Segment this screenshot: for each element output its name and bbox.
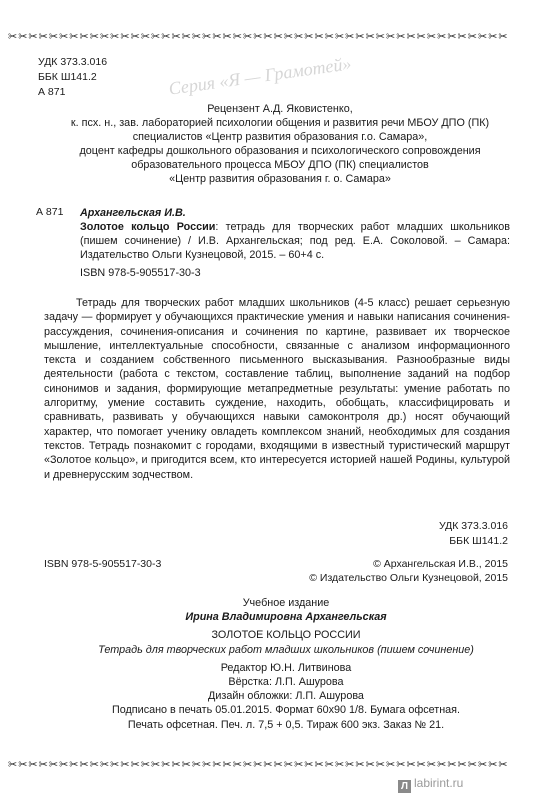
entry-author: Архангельская И.В. <box>80 207 186 219</box>
header-udk: УДК 373.3.016 <box>38 56 108 68</box>
copyright-author: © Архангельская И.В., 2015 <box>373 558 508 570</box>
imprint-cover: Дизайн обложки: Л.П. Ашурова <box>208 690 364 703</box>
imprint-subtitle: Тетрадь для творческих работ младших школьников (пишем сочинение) <box>98 643 474 656</box>
reviewer-line: образовательного процесса МБОУ ДПО (ПК) специалистов <box>131 159 429 171</box>
imprint-signed: Подписано в печать 05.01.2015. Формат 60х90 1/8. Бумага офсетная. <box>111 704 461 717</box>
bibliographic-entry <box>80 206 510 280</box>
reviewer-line: «Центр развития образования г. о. Самара» <box>169 173 391 185</box>
header-bbk: ББК Ш141.2 <box>38 71 97 83</box>
header-code: А 871 <box>38 86 66 98</box>
series-watermark: Серия «Я — Грамотей» <box>167 53 353 99</box>
entry-title: Золотое кольцо России <box>80 221 216 233</box>
imprint-editor: Редактор Ю.Н. Литвинова <box>220 661 352 674</box>
copyright-publisher: © Издательство Ольги Кузнецовой, 2015 <box>309 572 508 584</box>
entry-rest: : тетрадь для творческих работ младших школьников (пишем сочинение) / И.В. Архангельская; под ред. Е.А. Соколовой. – Самара: Издательство Ольги Кузнецовой, 2015. – 60+4 с. <box>80 221 510 261</box>
imprint-type: Учебное издание <box>242 597 330 609</box>
entry-code: А 871 <box>36 206 64 218</box>
reviewer-line: специалистов «Центр развития образования г.о. Самара», <box>132 131 428 143</box>
imprint-block <box>56 596 516 732</box>
footer-bbk: ББК Ш141.2 <box>449 535 508 547</box>
reviewer-block <box>70 102 490 186</box>
entry-isbn: ISBN 978-5-905517-30-3 <box>80 267 201 279</box>
site-watermark <box>398 776 463 793</box>
watermark-text: labirint.ru <box>414 776 464 790</box>
bottom-ornament-border: ✂✂✂✂✂✂✂✂✂✂✂✂✂✂✂✂✂✂✂✂✂✂✂✂✂✂✂✂✂✂✂✂✂✂✂✂✂✂✂✂✂✂✂✂✂✂✂✂✂ <box>8 758 509 771</box>
reviewer-line: к. псх. н., зав. лабораторией психологии общения и развития речи МБОУ ДПО (ПК) <box>70 117 490 129</box>
footer-udk: УДК 373.3.016 <box>438 520 508 532</box>
abstract-paragraph: Тетрадь для творческих работ младших школьников (4-5 класс) решает серьезную задачу — формирует у обучающихся практические умения и навыки написания сочинения-рассуждения, сочинения-описания и сочинения по картине, развивает их творческое мышление, интеллектуальные способности, связанные с анализом информационного текста и созданием собственного письменного высказывания. Разнообразные виды деятельности (работа с текстом, составление таблиц, выполнение заданий на подбор синонимов и задания, формирующие метапредметные результаты: умение работать по алгоритму, умение составить суждение, находить, обобщать, классифицировать и сравнивать, развивать у обучающихся навыки самоконтроля др.) носят обучающий характер, что помогает ученику овладеть комплексом знаний, необходимых для создания текстов. Тетрадь познакомит с городами, входящими в известный туристический маршрут «Золотое кольцо», и пригодится всем, кто интересуется историей нашей Родины, культурой и древнерусским зодчеством. <box>44 297 510 481</box>
imprint-title: ЗОЛОТОЕ КОЛЬЦО РОССИИ <box>211 629 361 642</box>
imprint-author: Ирина Владимировна Архангельская <box>185 611 387 624</box>
imprint-print: Печать офсетная. Печ. л. 7,5 + 0,5. Тираж 600 экз. Заказ № 21. <box>127 718 445 731</box>
imprint-layout: Вёрстка: Л.П. Ашурова <box>228 676 344 689</box>
copyright-isbn: ISBN 978-5-905517-30-3 <box>44 558 162 570</box>
reviewer-line: Рецензент А.Д. Яковистенко, <box>207 103 353 115</box>
reviewer-line: доцент кафедры дошкольного образования и психологического сопровождения <box>79 145 481 157</box>
entry-description <box>80 220 510 262</box>
labirint-logo-icon: Л <box>398 780 411 793</box>
top-ornament-border: ✂✂✂✂✂✂✂✂✂✂✂✂✂✂✂✂✂✂✂✂✂✂✂✂✂✂✂✂✂✂✂✂✂✂✂✂✂✂✂✂✂✂✂✂✂✂✂✂✂ <box>8 30 509 43</box>
